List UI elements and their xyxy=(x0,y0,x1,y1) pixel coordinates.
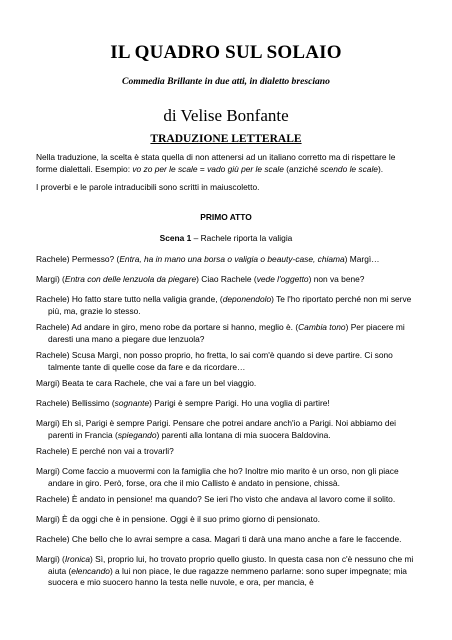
dialogue-line: Rachele) Ho fatto stare tutto nella valigia grande, (deponendolo) Te l'ho riportato perché non mi serve più, ma, grazie lo stesso. xyxy=(36,294,412,316)
dialogue-line: Rachele) Permesso? (Entra, ha in mano una borsa o valigia o beauty-case, chiama) Margì… xyxy=(36,254,380,264)
play-title: IL QUADRO SUL SOLAIO xyxy=(110,42,342,63)
dialogue-line: Rachele) Che bello che lo avrai sempre a casa. Magari ti darà una mano anche a fare le faccende. xyxy=(36,534,402,544)
translation-heading: TRADUZIONE LETTERALE xyxy=(150,133,302,145)
scene-heading: Scena 1 – Rachele riporta la valigia xyxy=(159,233,293,243)
dialogue-line: Rachele) Ad andare in giro, meno robe da portare si hanno, meglio è. (Cambia tono) Per piacere mi daresti una mano a piegare due lenzuola? xyxy=(36,322,405,344)
dialogue-line: Margi) Beata te cara Rachele, che vai a fare un bel viaggio. xyxy=(36,378,257,388)
dialogue-line: Rachele) È andato in pensione! ma quando? Se ieri l'ho visto che andava al lavoro come il solito. xyxy=(36,494,396,504)
dialogue-line: Rachele) Scusa Margì, non posso proprio, ho fretta, lo sai com'è quando si deve partire. Ci sono talmente tante di quelle cose da fare e da ricordare… xyxy=(36,350,393,372)
dialogue-line: Rachele) E perché non vai a trovarli? xyxy=(36,446,174,456)
act-heading: PRIMO ATTO xyxy=(200,212,252,222)
intro-note: I proverbi e le parole intraducibili sono scritti in maiuscoletto. xyxy=(36,182,260,192)
dialogue-line: Margi) È da oggi che è in pensione. Oggi è il suo primo giorno di pensionato. xyxy=(36,514,320,524)
intro-paragraph: Nella traduzione, la scelta è stata quella di non attenersi ad un italiano corretto ma di rispettare le forme dialettali. Esempio: vo zo per le scale = vado giù per le scale (anziché scendo le scale). xyxy=(36,152,396,174)
dialogue-line: Rachele) Bellissimo (sognante) Parigi è sempre Parigi. Ho una voglia di partire! xyxy=(36,398,330,408)
dialogue-line: Margi) Eh sì, Parigi è sempre Parigi. Pensare che potrei andare anch'io a Parigi. Noi abbiamo dei parenti in Francia (spiegando) parenti alla lontana di mia suocera Baldovina. xyxy=(36,418,397,440)
dialogue-line: Margi) (Entra con delle lenzuola da piegare) Ciao Rachele (vede l'oggetto) non va bene? xyxy=(36,274,365,284)
play-subtitle: Commedia Brillante in due atti, in dialetto bresciano xyxy=(122,76,330,87)
author-line: di Velise Bonfante xyxy=(163,106,289,125)
dialogue-line: Margi) (Ironica) Sì, proprio lui, ho trovato proprio quello giusto. In questa casa non c'è nessuno che mi aiuta (elencando) a lui non piace, le due ragazze nemmeno parlarne: sono super impegnate; mia suocera e mio suocero hanno la testa nelle nuvole, e ora, per mancia, è xyxy=(36,554,414,588)
dialogue-line: Margi) Come faccio a muovermi con la famiglia che ho? Inoltre mio marito è un orso, non gli piace andare in giro. Però, forse, ora che il mio Callisto è andato in pensione, chissà. xyxy=(36,466,399,488)
